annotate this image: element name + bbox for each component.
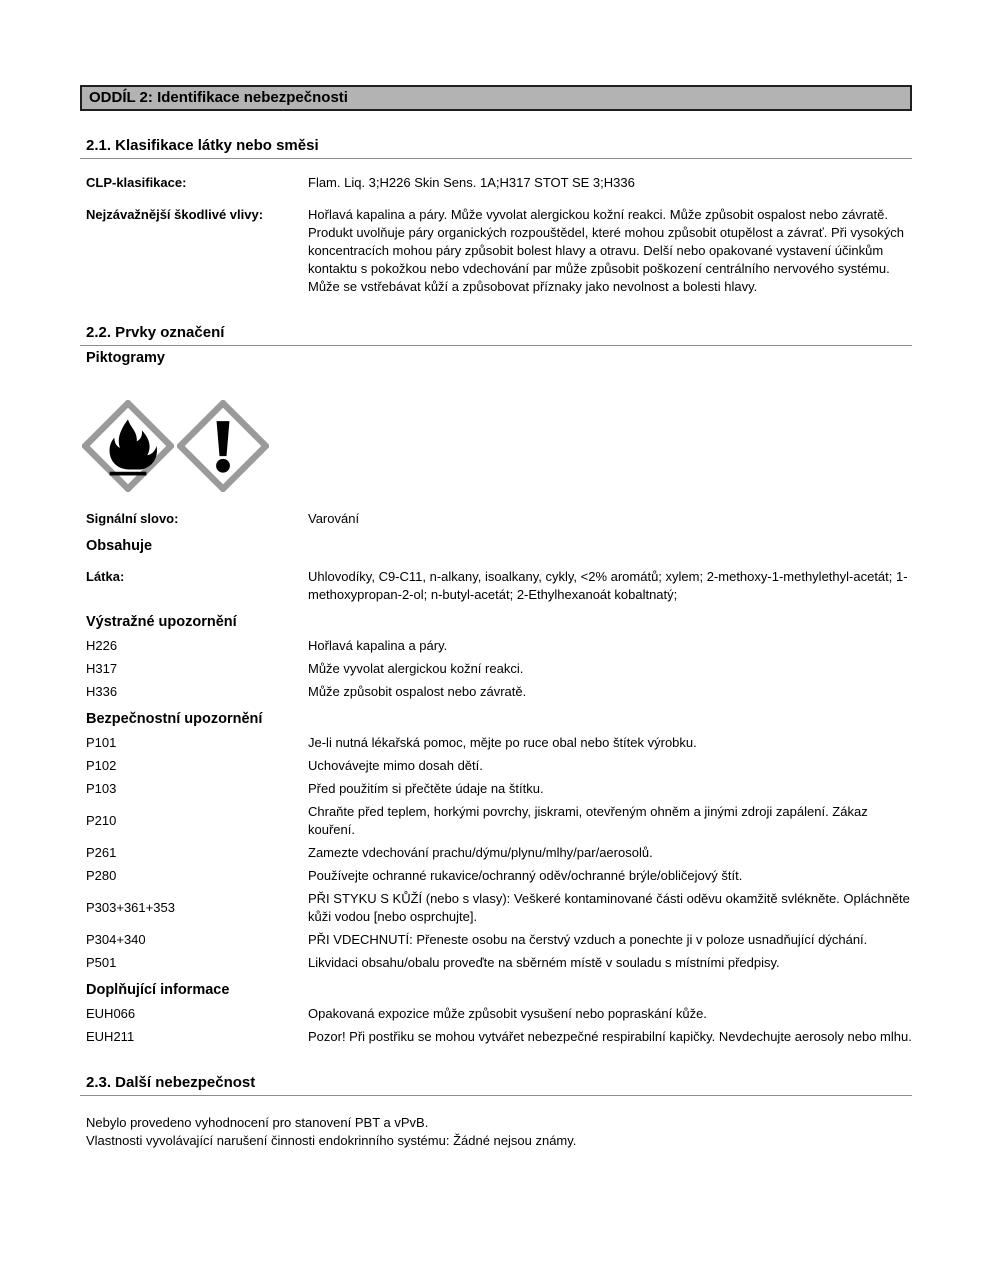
signal-word-row bbox=[86, 510, 912, 528]
precaution-code: P210 bbox=[86, 813, 117, 828]
hazard-statement-row bbox=[86, 637, 912, 655]
signal-word-label: Signální slovo: bbox=[86, 511, 179, 526]
precaution-text: PŘI STYKU S KŮŽÍ (nebo s vlasy): Veškeré kontaminované části oděvu okamžitě svlékněte. Opláchněte kůži vodou [nebo osprchujte]. bbox=[308, 891, 910, 924]
precaution-code: P501 bbox=[86, 955, 117, 970]
precaution-code: P304+340 bbox=[86, 932, 146, 947]
clp-classification-label: CLP-klasifikace: bbox=[86, 175, 187, 190]
supplemental-code: EUH211 bbox=[86, 1029, 135, 1044]
precaution-code: P261 bbox=[86, 845, 117, 860]
substance-label: Látka: bbox=[86, 569, 125, 584]
pbt-assessment-line: Nebylo provedeno vyhodnocení pro stanovení PBT a vPvB. bbox=[86, 1115, 429, 1130]
precaution-row bbox=[86, 867, 912, 885]
contains-heading: Obsahuje bbox=[86, 538, 153, 554]
supplemental-row bbox=[86, 1028, 912, 1046]
precaution-row bbox=[86, 734, 912, 752]
precaution-row bbox=[86, 954, 912, 972]
precaution-code: P103 bbox=[86, 781, 117, 796]
clp-classification-row bbox=[86, 174, 912, 192]
supplemental-text: Opakovaná expozice může způsobit vysušení nebo popraskání kůže. bbox=[308, 1006, 707, 1021]
precaution-text: Uchovávejte mimo dosah dětí. bbox=[308, 758, 483, 773]
precaution-code: P303+361+353 bbox=[86, 900, 175, 915]
heading-2-2: 2.2. Prvky označení bbox=[80, 324, 912, 346]
precaution-text: Používejte ochranné rukavice/ochranný oděv/ochranné brýle/obličejový štít. bbox=[308, 868, 743, 883]
hazard-statements-heading: Výstražné upozornění bbox=[86, 614, 237, 630]
hazard-code: H336 bbox=[86, 684, 118, 699]
precaution-row bbox=[86, 757, 912, 775]
precautionary-statements-heading: Bezpečnostní upozornění bbox=[86, 711, 263, 727]
precaution-text: Likvidaci obsahu/obalu proveďte na sběrném místě v souladu s místními předpisy. bbox=[308, 955, 780, 970]
flame-pictogram-icon bbox=[82, 400, 174, 492]
signal-word-value: Varování bbox=[308, 511, 360, 526]
precaution-row bbox=[86, 844, 912, 862]
substance-value: Uhlovodíky, C9-C11, n-alkany, isoalkany, cykly, <2% aromátů; xylem; 2-methoxy-1-methylethyl-acetát; 1-methoxypropan-2-ol; n-butyl-acetát; 2-Ethylhexanoát kobaltnatý; bbox=[308, 569, 908, 602]
most-severe-effects-row bbox=[86, 206, 912, 296]
ghs-pictograms bbox=[82, 400, 912, 492]
precaution-row bbox=[86, 780, 912, 798]
pictograms-label: Piktogramy bbox=[86, 350, 165, 366]
precaution-text: Chraňte před teplem, horkými povrchy, jiskrami, otevřeným ohněm a jinými zdroji zapálení. Zákaz kouření. bbox=[308, 804, 868, 837]
most-severe-effects-label: Nejzávažnější škodlivé vlivy: bbox=[86, 207, 264, 222]
supplemental-text: Pozor! Při postřiku se mohou vytvářet nebezpečné respirabilní kapičky. Nevdechujte aerosoly nebo mlhu. bbox=[308, 1029, 912, 1044]
substance-row bbox=[86, 568, 912, 604]
precaution-code: P101 bbox=[86, 735, 117, 750]
precaution-text: PŘI VDECHNUTÍ: Přeneste osobu na čerstvý vzduch a ponechte ji v poloze usnadňující dýchání. bbox=[308, 932, 868, 947]
hazard-statement-row bbox=[86, 683, 912, 701]
heading-2-1: 2.1. Klasifikace látky nebo směsi bbox=[80, 137, 912, 159]
precaution-code: P280 bbox=[86, 868, 117, 883]
heading-2-3: 2.3. Další nebezpečnost bbox=[80, 1074, 912, 1096]
hazard-text: Může vyvolat alergickou kožní reakci. bbox=[308, 661, 524, 676]
supplemental-info-heading: Doplňující informace bbox=[86, 982, 230, 998]
precaution-code: P102 bbox=[86, 758, 117, 773]
exclamation-mark-pictogram-icon bbox=[177, 400, 269, 492]
precaution-row bbox=[86, 803, 912, 839]
hazard-code: H226 bbox=[86, 638, 118, 653]
precaution-text: Je-li nutná lékařská pomoc, mějte po ruce obal nebo štítek výrobku. bbox=[308, 735, 697, 750]
precaution-row bbox=[86, 890, 912, 926]
hazard-text: Hořlavá kapalina a páry. bbox=[308, 638, 448, 653]
clp-classification-value: Flam. Liq. 3;H226 Skin Sens. 1A;H317 STOT SE 3;H336 bbox=[308, 175, 635, 190]
most-severe-effects-value: Hořlavá kapalina a páry. Může vyvolat alergickou kožní reakci. Může způsobit ospalost nebo závratě. Produkt uvolňuje páry organických rozpouštědel, které mohou způsobit otupělost a závrať. Při vysokých koncentracích mohou páry způsobit bolest hlavy a otravu. Delší nebo opakované vystavení účinkům kontaktu s pokožkou nebo vdechování par může způsobit poškození centrálního nervového systému. Může se vstřebávat kůží a způsobovat příznaky jako nevolnost a bolesti hlavy. bbox=[308, 207, 904, 294]
section-2-header-bar bbox=[80, 85, 912, 111]
supplemental-row bbox=[86, 1005, 912, 1023]
precaution-text: Zamezte vdechování prachu/dýmu/plynu/mlhy/par/aerosolů. bbox=[308, 845, 653, 860]
precaution-text: Před použitím si přečtěte údaje na štítku. bbox=[308, 781, 544, 796]
hazard-code: H317 bbox=[86, 661, 118, 676]
supplemental-code: EUH066 bbox=[86, 1006, 136, 1021]
hazard-statement-row bbox=[86, 660, 912, 678]
endocrine-disruption-line: Vlastnosti vyvolávající narušení činnosti endokrinního systému: Žádné nejsou známy. bbox=[86, 1132, 577, 1148]
section-2-title: ODDÍL 2: Identifikace nebezpečnosti bbox=[89, 89, 348, 106]
precaution-row bbox=[86, 931, 912, 949]
hazard-text: Může způsobit ospalost nebo závratě. bbox=[308, 684, 527, 699]
